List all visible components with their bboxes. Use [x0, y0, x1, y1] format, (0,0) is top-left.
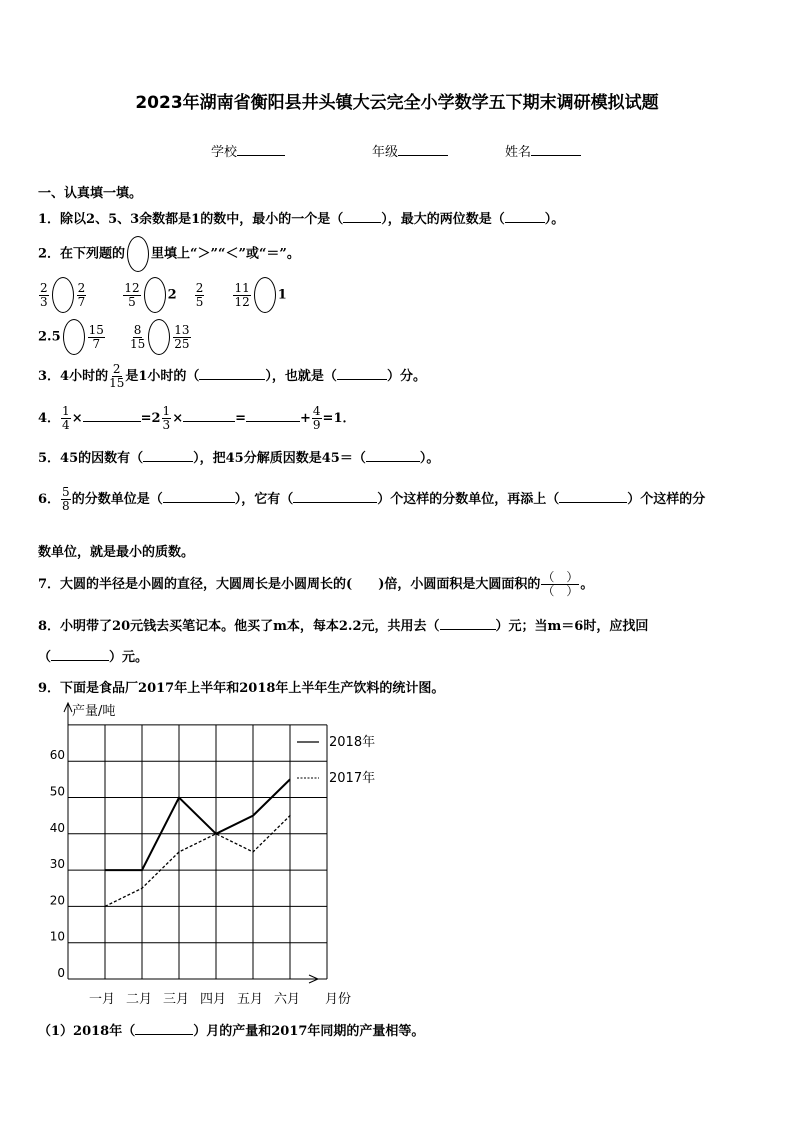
numerator: 1 [162, 404, 171, 418]
data-point [178, 851, 179, 852]
denominator: 15 [129, 336, 146, 351]
equals-sign: = [235, 411, 246, 426]
q1-text-c: ）。 [544, 212, 565, 227]
q5-text-b: ），把45分解质因数是45＝（ [193, 451, 366, 466]
fraction [109, 363, 124, 390]
q6-blank-2[interactable] [293, 492, 377, 503]
denominator: 7 [92, 336, 101, 351]
q6-text-a: 6． [38, 492, 61, 507]
q4-blank-3[interactable] [246, 411, 300, 422]
numerator: 4 [312, 404, 321, 418]
q4-text-c: =2 [140, 411, 161, 426]
denominator: 12 [234, 294, 250, 309]
q6-text-b: 的分数单位是（ [71, 492, 163, 507]
numerator: 13 [174, 322, 190, 337]
data-point [141, 870, 142, 871]
fraction [77, 282, 87, 309]
plus-sign: + [300, 411, 311, 426]
q6-text-d: ）个这样的分数单位，再添上（ [377, 492, 560, 507]
numerator: 2 [40, 280, 48, 295]
q5-blank-1[interactable] [143, 451, 193, 462]
grade-label: 年级 [372, 145, 399, 160]
production-line-chart [38, 698, 398, 1016]
numerator: 2 [195, 280, 204, 295]
chart-axes [64, 703, 318, 983]
numerator: 8 [133, 322, 142, 337]
q5-text-c: ）。 [419, 451, 440, 466]
q2-text-a: 2．在下列题的 [38, 246, 126, 262]
q8-text-c: （ [38, 650, 52, 665]
question-1 [38, 208, 564, 227]
data-point [252, 851, 253, 852]
data-point [104, 906, 105, 907]
question-5 [38, 447, 439, 466]
fraction [130, 324, 145, 351]
q2-row-1 [38, 277, 287, 313]
data-point [215, 833, 216, 834]
q6-text-c: ），它有（ [234, 492, 294, 507]
fraction-blank[interactable] [541, 571, 579, 598]
fraction [312, 405, 322, 432]
q5-blank-2[interactable] [366, 451, 420, 462]
q4-blank-2[interactable] [183, 411, 235, 422]
data-point [178, 797, 179, 798]
q9-1-text-b: ）月的产量和2017年同期的产量相等。 [193, 1024, 425, 1039]
question-7 [38, 568, 593, 602]
x-tick-label: 二月 [125, 992, 153, 1007]
numerator: 5 [62, 485, 70, 499]
denominator: 4 [62, 418, 70, 432]
school-field [211, 141, 285, 160]
data-point [252, 815, 253, 816]
times-sign: × [71, 411, 83, 426]
x-tick-label: 五月 [236, 992, 264, 1007]
data-point [141, 888, 142, 889]
y-tick-label: 50 [49, 784, 65, 799]
q3-text-c: ），也就是（ [265, 369, 337, 384]
school-label: 学校 [211, 145, 238, 160]
chart-grid [68, 725, 327, 979]
q4-text-g: =1． [322, 411, 356, 426]
school-blank[interactable] [237, 143, 285, 156]
numerator: 2 [112, 362, 121, 376]
denominator: 25 [174, 336, 190, 351]
series-line-2017年 [105, 816, 290, 907]
denominator: 3 [162, 418, 171, 432]
x-tick-label: 四月 [199, 992, 227, 1007]
q3-text-d: ）分。 [386, 369, 426, 384]
q2-oval-example [127, 236, 149, 272]
q3-text-b: 是1小时的（ [125, 369, 200, 384]
y-tick-label: 60 [49, 748, 65, 763]
q6-text-e: ）个这样的分 [627, 492, 706, 507]
data-point [289, 779, 290, 780]
chart-legend [297, 734, 375, 786]
q8-blank-1[interactable] [440, 619, 496, 630]
denominator: 5 [128, 294, 136, 309]
page-title: 2023年湖南省衡阳县井头镇大云完全小学数学五下期末调研模拟试题 [135, 93, 659, 113]
numerator-blank: （ ） [542, 570, 579, 584]
denominator-blank: （ ） [542, 584, 579, 598]
q5-text-a: 5．45的因数有（ [38, 451, 144, 466]
data-point [104, 870, 105, 871]
fraction [173, 324, 190, 351]
q3-blank-1[interactable] [199, 369, 265, 380]
q8-blank-2[interactable] [51, 650, 109, 661]
fraction [162, 405, 172, 432]
numerator: 12 [124, 280, 140, 295]
q8-text-d: ）元。 [109, 650, 149, 665]
q7-text-b: )倍，小圆面积是大圆面积的 [378, 577, 541, 592]
y-axis-label: 产量/吨 [72, 704, 116, 719]
question-9-1 [38, 1020, 424, 1039]
q6-blank-3[interactable] [559, 492, 627, 503]
grade-field [372, 141, 448, 160]
value: 2 [167, 287, 177, 303]
fraction [39, 282, 49, 309]
x-tick-label: 一月 [88, 992, 116, 1007]
q1-text-a: 1．除以2、5、3余数都是1的数中，最小的一个是（ [38, 212, 344, 227]
denominator: 5 [195, 294, 204, 309]
numerator: 2 [77, 280, 86, 295]
chart-labels [50, 703, 351, 1007]
numerator: 11 [234, 280, 250, 295]
y-tick-label: 0 [57, 966, 65, 980]
q3-text-a: 3．4小时的 [38, 369, 109, 384]
q1-text-b: ），最大的两位数是（ [381, 212, 505, 227]
q2-text-b: 里填上“＞”“＜”或“＝”。 [151, 246, 300, 262]
question-9: 9．下面是食品厂2017年上半年和2018年上半年生产饮料的统计图。 [38, 681, 445, 696]
compare-oval[interactable] [52, 277, 74, 313]
q3-blank-2[interactable] [337, 369, 387, 380]
question-3 [38, 360, 426, 394]
q1-blank-1[interactable] [343, 212, 381, 223]
name-field [505, 141, 581, 160]
compare-oval[interactable] [144, 277, 166, 313]
compare-oval[interactable] [63, 319, 85, 355]
fraction [233, 282, 250, 309]
section-heading: 一、认真填一填。 [38, 186, 143, 201]
y-tick-label: 30 [49, 857, 65, 872]
question-8 [38, 615, 648, 634]
x-tick-label: 三月 [162, 992, 190, 1007]
x-axis-label: 月份 [324, 992, 352, 1007]
name-label: 姓名 [505, 145, 532, 160]
times-sign: × [172, 411, 184, 426]
fraction [88, 324, 105, 351]
q8-text-a: 8．小明带了20元钱去买笔记本。他买了m本，每本2.2元，共用去（ [38, 619, 440, 634]
fraction [195, 282, 205, 309]
question-6 [38, 483, 705, 517]
value: 1 [277, 287, 287, 303]
q1-blank-2[interactable] [505, 212, 545, 223]
series-line-2018年 [105, 779, 290, 870]
q2-row-2 [38, 319, 192, 355]
q7-text-c: 。 [580, 577, 594, 592]
question-4 [38, 402, 356, 436]
q9-1-blank[interactable] [135, 1024, 193, 1035]
name-blank[interactable] [531, 143, 581, 156]
data-point [289, 815, 290, 816]
denominator: 9 [312, 418, 321, 432]
compare-oval[interactable] [148, 319, 170, 355]
grade-blank[interactable] [398, 143, 448, 156]
y-tick-label: 20 [49, 893, 65, 908]
y-tick-label: 40 [49, 820, 65, 835]
fraction [123, 282, 140, 309]
q7-text-a: 7．大圆的半径是小圆的直径，大圆周长是小圆周长的( [38, 577, 353, 592]
question-6-continued: 数单位，就是最小的质数。 [38, 545, 195, 560]
denominator: 7 [77, 294, 86, 309]
q9-1-text-a: （1）2018年（ [38, 1024, 136, 1039]
q4-blank-1[interactable] [83, 411, 141, 422]
value: 2.5 [38, 329, 61, 345]
denominator: 15 [109, 376, 125, 390]
legend-label: 2017年 [329, 771, 376, 786]
denominator: 3 [40, 294, 48, 309]
question-8-continued [38, 646, 148, 665]
q6-blank-1[interactable] [163, 492, 235, 503]
question-2 [38, 236, 300, 272]
y-tick-label: 10 [49, 929, 65, 944]
numerator: 15 [88, 322, 104, 337]
fraction [61, 486, 71, 513]
x-tick-label: 六月 [273, 992, 301, 1007]
compare-oval[interactable] [254, 277, 276, 313]
q8-text-b: ）元；当m＝6时，应找回 [495, 619, 649, 634]
legend-label: 2018年 [329, 735, 376, 750]
denominator: 8 [62, 499, 70, 513]
fraction [61, 405, 71, 432]
q4-text-a: 4． [38, 411, 61, 426]
numerator: 1 [62, 404, 70, 418]
